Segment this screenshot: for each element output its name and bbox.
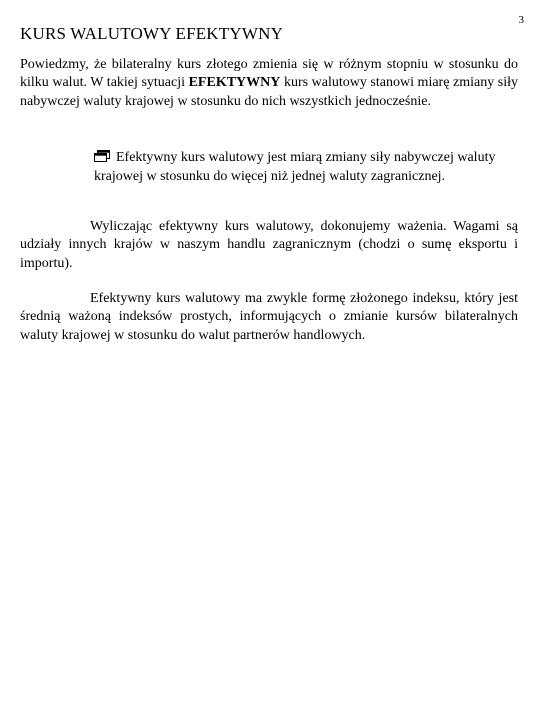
intro-emphasis: EFEKTYWNY	[188, 75, 281, 91]
window-icon	[94, 150, 110, 162]
definition-note-text: Efektywny kurs walutowy jest miarą zmiany siły nabywczej waluty krajowej w stosunku do więcej niż jednej waluty zagranicznej.	[94, 150, 496, 184]
page-number: 3	[518, 14, 524, 26]
weights-paragraph-text: Wyliczając efektywny kurs walutowy, dokonujemy ważenia. Wagami są udziały innych krajów w naszym handlu zagranicznym (chodzi o sumę eksportu i importu).	[20, 219, 518, 271]
weights-paragraph	[20, 218, 518, 273]
intro-paragraph	[20, 56, 518, 111]
definition-note	[94, 148, 508, 186]
page-title: KURS WALUTOWY EFEKTYWNY	[20, 24, 284, 43]
index-paragraph-text: Efektywny kurs walutowy ma zwykle formę złożonego indeksu, który jest średnią ważoną indeksów prostych, informujących o zmianie kursów bilateralnych waluty krajowej w stosunku do walut partnerów handlowych.	[20, 291, 518, 343]
intro-text-after: kurs walutowy stanowi miarę zmiany siły nabywczej waluty krajowej w stosunku do nich wszystkich jednocześnie.	[20, 75, 518, 109]
intro-text-before: Powiedzmy, że bilateralny kurs złotego zmienia się w różnym stopniu w stosunku do kilku walut. W takiej sytuacji	[20, 57, 518, 91]
index-paragraph	[20, 290, 518, 345]
